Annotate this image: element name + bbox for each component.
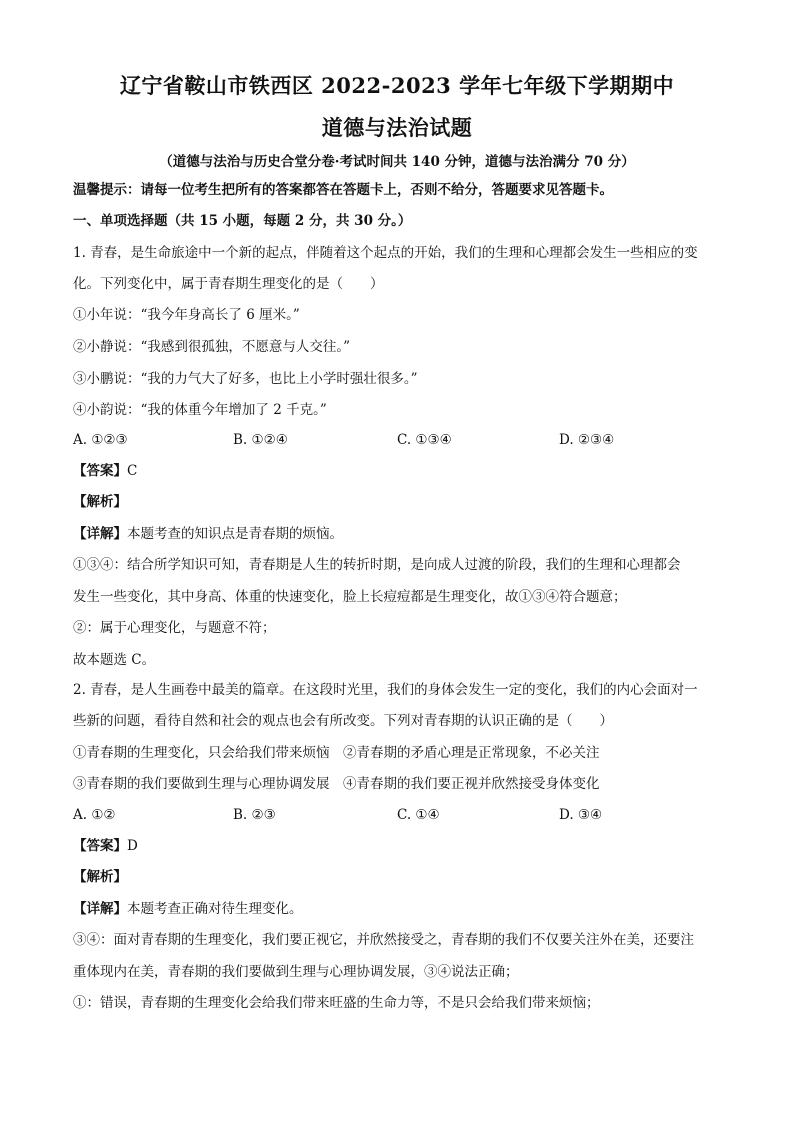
q2-option-d: D. ③④ — [559, 807, 603, 823]
q1-item-2: ②小静说：“我感到很孤独，不愿意与人交往。” — [73, 339, 351, 355]
q2-answer-label: 【答案】 — [73, 838, 127, 854]
q2-analysis-label: 【解析】 — [73, 869, 127, 885]
q2-options — [73, 805, 733, 825]
q1-item-1: ①小年说：“我今年身高长了 6 厘米。” — [73, 307, 300, 323]
q1-option-c: C. ①③④ — [397, 432, 452, 448]
q1-options — [73, 430, 733, 450]
q1-stem-line2: 化。下列变化中，属于青春期生理变化的是（ ） — [73, 276, 384, 292]
q2-items-line2: ③青春期的我们要做到生理与心理协调发展 ④青春期的我们要正视并欣然接受身体变化 — [73, 776, 600, 792]
q1-answer-label: 【答案】 — [73, 463, 127, 479]
q2-detail — [73, 899, 733, 919]
exam-title: 辽宁省鞍山市铁西区 2022-2023 学年七年级下学期期中 — [119, 73, 675, 98]
q1-stem-line1: 1. 青春，是生命旅途中一个新的起点，伴随着这个起点的开始，我们的生理和心理都会发生一些相应的变 — [73, 245, 698, 261]
q2-stem-line1: 2. 青春，是人生画卷中最美的篇章。在这段时光里，我们的身体会发生一定的变化，我们的内心会面对一 — [73, 682, 698, 698]
q1-analysis-label: 【解析】 — [73, 494, 127, 510]
exam-subject-title: 道德与法治试题 — [321, 115, 473, 140]
q1-explain-line3: ②：属于心理变化，与题意不符； — [73, 620, 276, 636]
q2-option-b: B. ②③ — [233, 807, 276, 823]
q1-conclusion: 故本题选 C。 — [73, 652, 156, 668]
exam-subtitle: （道德与法治与历史合堂分卷·考试时间共 140 分钟，道德与法治满分 70 分） — [159, 154, 635, 170]
q1-option-d: D. ②③④ — [559, 432, 615, 448]
q1-detail-label: 【详解】 — [73, 526, 127, 542]
q1-explain-line2: 发生一些变化，其中身高、体重的快速变化，脸上长痘痘都是生理变化，故①③④符合题意； — [73, 589, 627, 605]
q1-item-3: ③小鹏说：“我的力气大了好多，也比上小学时强壮很多。” — [73, 371, 418, 387]
q2-explain-line2: 重体现内在美，青春期的我们要做到生理与心理协调发展，③④说法正确； — [73, 964, 519, 980]
q1-answer — [73, 461, 733, 481]
q2-detail-text: 本题考查正确对待生理变化。 — [127, 901, 303, 917]
q2-option-a: A. ①② — [73, 807, 116, 823]
q2-answer — [73, 836, 733, 856]
q1-option-a: A. ①②③ — [73, 432, 128, 448]
notice-text: 温馨提示：请每一位考生把所有的答案都答在答题卡上，否则不给分，答题要求见答题卡。 — [73, 182, 613, 198]
q2-option-c: C. ①④ — [397, 807, 440, 823]
q2-explain-line1: ③④：面对青春期的生理变化，我们要正视它，并欣然接受之，青春期的我们不仅要关注外在美，还要注 — [73, 932, 694, 948]
q1-detail-text: 本题考查的知识点是青春期的烦恼。 — [127, 526, 343, 542]
q1-answer-value: C — [127, 463, 138, 479]
q2-stem-line2: 些新的问题，看待自然和社会的观点也会有所改变。下列对青春期的认识正确的是（ ） — [73, 713, 613, 729]
section-heading: 一、单项选择题（共 15 小题，每题 2 分，共 30 分。） — [73, 213, 412, 229]
q2-detail-label: 【详解】 — [73, 901, 127, 917]
q2-answer-value: D — [127, 838, 138, 854]
q2-explain-line3: ①：错误，青春期的生理变化会给我们带来旺盛的生命力等，不是只会给我们带来烦恼； — [73, 995, 600, 1011]
q1-item-4: ④小韵说：“我的体重今年增加了 2 千克。” — [73, 402, 327, 418]
q1-explain-line1: ①③④：结合所学知识可知，青春期是人生的转折时期，是向成人过渡的阶段，我们的生理和心理都会 — [73, 557, 681, 573]
q1-option-b: B. ①②④ — [233, 432, 288, 448]
q1-detail — [73, 524, 733, 544]
q2-items-line1: ①青春期的生理变化，只会给我们带来烦恼 ②青春期的矛盾心理是正常现象，不必关注 — [73, 745, 600, 761]
